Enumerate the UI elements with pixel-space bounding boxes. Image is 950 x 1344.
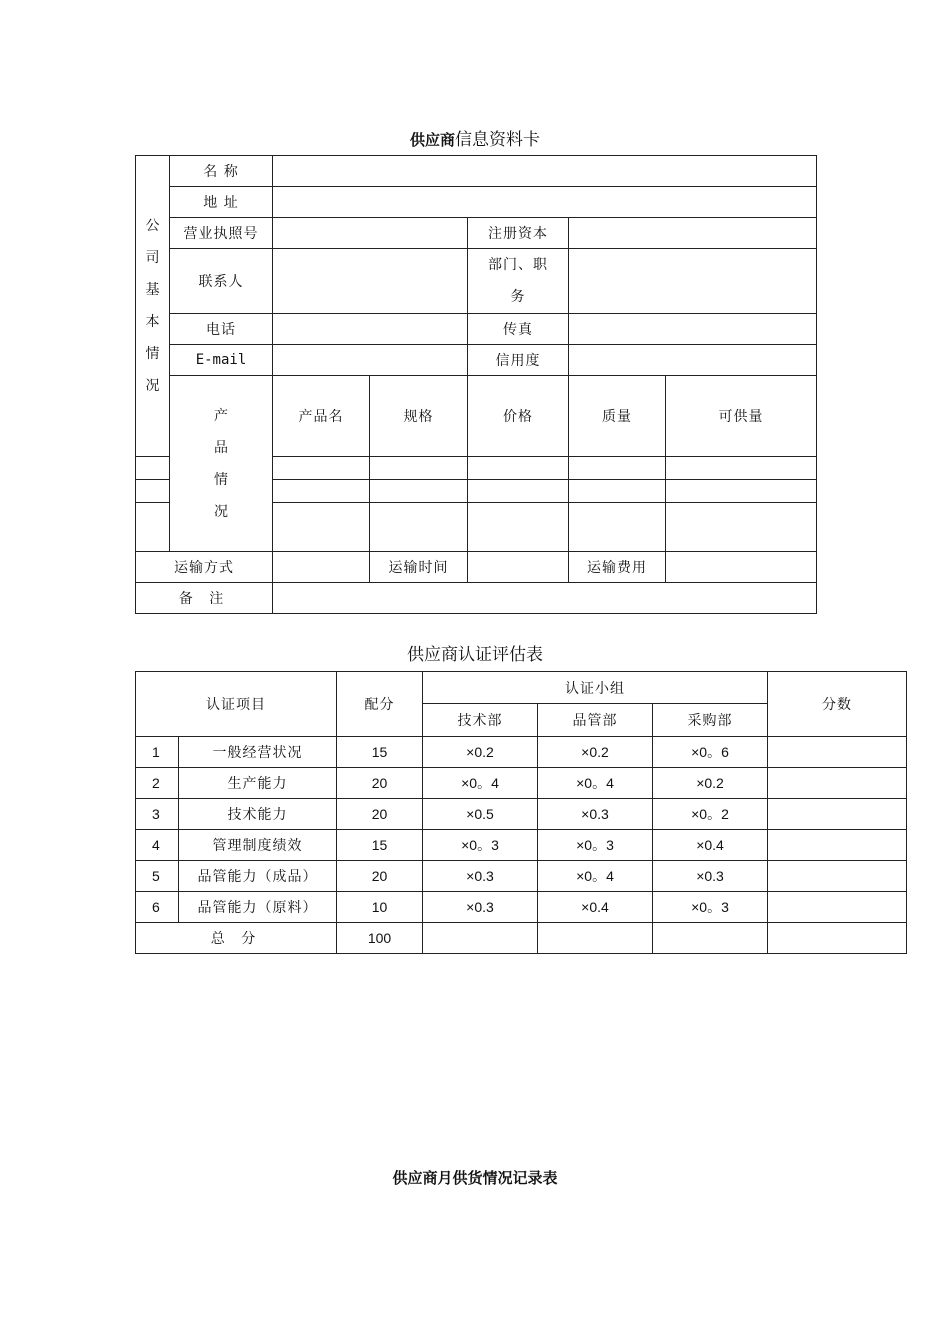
total-qc[interactable] (538, 923, 653, 954)
transport-time-label: 运输时间 (370, 552, 468, 583)
row-item: 品管能力（成品） (179, 861, 337, 892)
eval-row (136, 861, 907, 892)
vertical-char: 品 (214, 439, 228, 456)
dept-label (468, 249, 569, 314)
row-number: 4 (136, 830, 179, 861)
eval-row (136, 737, 907, 768)
product-section-text (170, 400, 272, 528)
vertical-char: 产 (214, 407, 228, 424)
credit-label: 信用度 (468, 345, 569, 376)
monthly-title: 供应商月供货情况记录表 (392, 1169, 558, 1187)
product-cell[interactable] (370, 457, 468, 480)
phone-field[interactable] (273, 314, 468, 345)
product-cell[interactable] (569, 480, 666, 503)
header-group: 认证小组 (423, 672, 768, 704)
dept-label-line1: 部门、职 (488, 257, 548, 273)
phone-label: 电话 (170, 314, 273, 345)
total-purchase[interactable] (653, 923, 768, 954)
row-points: 20 (337, 861, 423, 892)
row-tech: ×0.3 (423, 861, 538, 892)
contact-field[interactable] (273, 249, 468, 314)
name-label: 名 称 (170, 156, 273, 187)
row-purchase: ×0.2 (653, 768, 768, 799)
header-item: 认证项目 (136, 672, 337, 737)
license-label: 营业执照号 (170, 218, 273, 249)
row-tech: ×0。3 (423, 830, 538, 861)
row-purchase: ×0。6 (653, 737, 768, 768)
product-header-supply: 可供量 (666, 376, 817, 457)
card-title (0, 125, 950, 150)
card-title-rest: 信息资料卡 (455, 130, 540, 150)
address-field[interactable] (273, 187, 817, 218)
total-score[interactable] (768, 923, 907, 954)
product-cell[interactable] (569, 457, 666, 480)
product-header-spec: 规格 (370, 376, 468, 457)
address-label: 地 址 (170, 187, 273, 218)
eval-title: 供应商认证评估表 (407, 645, 543, 665)
row-score[interactable] (768, 892, 907, 923)
row-tech: ×0.3 (423, 892, 538, 923)
product-cell[interactable] (273, 503, 370, 552)
vertical-char: 本 (145, 314, 160, 330)
company-section-label (136, 156, 170, 457)
header-tech: 技术部 (423, 704, 538, 737)
credit-field[interactable] (569, 345, 817, 376)
header-points: 配分 (337, 672, 423, 737)
header-qc: 品管部 (538, 704, 653, 737)
card-title-bold: 供应商 (409, 131, 455, 149)
transport-mode-label: 运输方式 (136, 552, 273, 583)
row-number: 2 (136, 768, 179, 799)
product-header-quality: 质量 (569, 376, 666, 457)
product-cell[interactable] (136, 503, 170, 552)
product-cell[interactable] (273, 457, 370, 480)
row-score[interactable] (768, 737, 907, 768)
transport-mode-field[interactable] (273, 552, 370, 583)
row-qc: ×0。4 (538, 861, 653, 892)
transport-cost-label: 运输费用 (569, 552, 666, 583)
email-label: E-mail (170, 345, 273, 376)
remark-field[interactable] (273, 583, 817, 614)
row-item: 生产能力 (179, 768, 337, 799)
row-purchase: ×0。2 (653, 799, 768, 830)
eval-row (136, 892, 907, 923)
row-score[interactable] (768, 768, 907, 799)
total-points: 100 (337, 923, 423, 954)
eval-row (136, 768, 907, 799)
product-header-name: 产品名 (273, 376, 370, 457)
row-points: 10 (337, 892, 423, 923)
fax-label: 传真 (468, 314, 569, 345)
header-score: 分数 (768, 672, 907, 737)
row-qc: ×0。4 (538, 768, 653, 799)
product-cell[interactable] (370, 480, 468, 503)
row-item: 技术能力 (179, 799, 337, 830)
row-tech: ×0.2 (423, 737, 538, 768)
capital-label: 注册资本 (468, 218, 569, 249)
row-points: 20 (337, 799, 423, 830)
dept-label-line2: 务 (510, 289, 526, 305)
row-number: 5 (136, 861, 179, 892)
product-cell[interactable] (468, 457, 569, 480)
header-purchase: 采购部 (653, 704, 768, 737)
vertical-char: 公 (145, 218, 160, 234)
row-purchase: ×0.3 (653, 861, 768, 892)
row-number: 1 (136, 737, 179, 768)
contact-label: 联系人 (170, 249, 273, 314)
supplier-info-card (135, 155, 817, 614)
transport-cost-field[interactable] (666, 552, 817, 583)
vertical-char: 情 (145, 346, 160, 362)
eval-row (136, 830, 907, 861)
product-cell[interactable] (666, 480, 817, 503)
vertical-char: 基 (145, 282, 160, 298)
capital-field[interactable] (569, 218, 817, 249)
product-cell[interactable] (666, 503, 817, 552)
row-number: 6 (136, 892, 179, 923)
total-label: 总 分 (136, 923, 337, 954)
name-field[interactable] (273, 156, 817, 187)
row-qc: ×0.3 (538, 799, 653, 830)
vertical-char: 司 (145, 250, 160, 266)
row-qc: ×0.2 (538, 737, 653, 768)
product-cell[interactable] (370, 503, 468, 552)
row-score[interactable] (768, 861, 907, 892)
row-number: 3 (136, 799, 179, 830)
row-item: 管理制度绩效 (179, 830, 337, 861)
vertical-char: 情 (214, 471, 228, 488)
row-points: 20 (337, 768, 423, 799)
product-cell[interactable] (136, 480, 170, 503)
row-tech: ×0.5 (423, 799, 538, 830)
product-cell[interactable] (136, 457, 170, 480)
row-score[interactable] (768, 799, 907, 830)
email-field[interactable] (273, 345, 468, 376)
product-cell[interactable] (468, 480, 569, 503)
total-tech[interactable] (423, 923, 538, 954)
eval-row (136, 799, 907, 830)
product-header-price: 价格 (468, 376, 569, 457)
fax-field[interactable] (569, 314, 817, 345)
product-cell[interactable] (468, 503, 569, 552)
product-cell[interactable] (569, 503, 666, 552)
vertical-char: 况 (145, 378, 160, 394)
row-qc: ×0。3 (538, 830, 653, 861)
row-qc: ×0.4 (538, 892, 653, 923)
row-purchase: ×0.4 (653, 830, 768, 861)
license-field[interactable] (273, 218, 468, 249)
row-points: 15 (337, 830, 423, 861)
row-tech: ×0。4 (423, 768, 538, 799)
product-cell[interactable] (273, 480, 370, 503)
product-section-label (170, 376, 273, 552)
product-cell[interactable] (666, 457, 817, 480)
row-item: 品管能力（原料） (179, 892, 337, 923)
transport-time-field[interactable] (468, 552, 569, 583)
row-purchase: ×0。3 (653, 892, 768, 923)
row-item: 一般经营状况 (179, 737, 337, 768)
row-score[interactable] (768, 830, 907, 861)
remark-label: 备 注 (136, 583, 273, 614)
company-section-text (136, 210, 169, 402)
row-points: 15 (337, 737, 423, 768)
vertical-char: 况 (214, 503, 228, 520)
supplier-evaluation-table (135, 671, 907, 954)
dept-field[interactable] (569, 249, 817, 314)
